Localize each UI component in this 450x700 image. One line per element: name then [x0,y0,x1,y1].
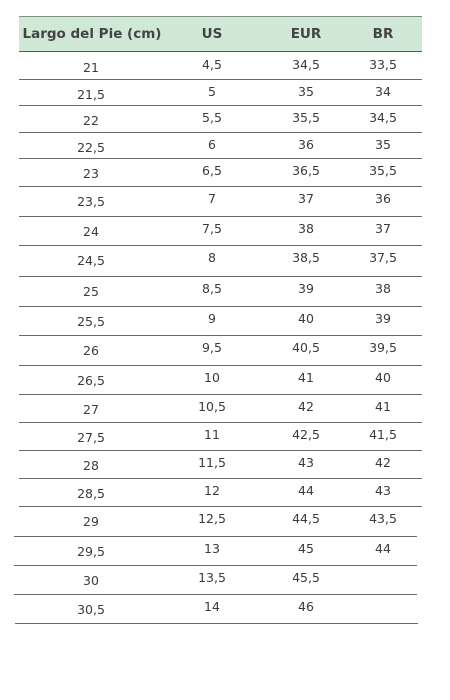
size-conversion-table [19,16,422,617]
cell-foot-length: 27 [83,402,99,417]
table-row [19,245,422,277]
table-row [19,158,422,187]
cell-br: 33,5 [369,57,397,72]
header-br: BR [372,26,394,42]
cell-eur: 45,5 [292,570,320,585]
cell-eur: 41 [298,370,314,385]
cell-eur: 45 [298,541,314,556]
cell-foot-length: 30,5 [77,602,105,617]
cell-br: 34 [375,84,391,99]
table-row [19,394,422,423]
table-row [19,79,422,106]
cell-foot-length: 22,5 [77,140,105,155]
header-us: US [201,26,223,42]
cell-br: 44 [375,541,391,556]
cell-us: 11,5 [198,455,226,470]
cell-br: 39 [375,311,391,326]
table-row [19,450,422,479]
cell-foot-length: 21,5 [77,87,105,102]
cell-br: 41 [375,399,391,414]
cell-foot-length: 28 [83,458,99,473]
cell-us: 10,5 [198,399,226,414]
table-row [19,365,422,395]
table-row [19,422,422,451]
cell-eur: 40 [298,311,314,326]
table-row [15,594,418,624]
table-row [14,536,417,566]
cell-eur: 42 [298,399,314,414]
cell-us: 9,5 [202,340,222,355]
cell-eur: 36 [298,137,314,152]
cell-eur: 38,5 [292,250,320,265]
cell-us: 13 [204,541,220,556]
table-row [19,132,422,159]
cell-eur: 42,5 [292,427,320,442]
cell-eur: 35,5 [292,110,320,125]
cell-foot-length: 24 [83,224,99,239]
cell-foot-length: 27,5 [77,430,105,445]
cell-us: 8,5 [202,281,222,296]
cell-foot-length: 22 [83,113,99,128]
table-row [19,216,422,246]
cell-eur: 37 [298,191,314,206]
cell-us: 5,5 [202,110,222,125]
cell-foot-length: 26 [83,343,99,358]
cell-us: 11 [204,427,220,442]
cell-us: 14 [204,599,220,614]
cell-foot-length: 21 [83,60,99,75]
cell-br: 39,5 [369,340,397,355]
cell-foot-length: 25 [83,284,99,299]
cell-eur: 35 [298,84,314,99]
cell-us: 12 [204,483,220,498]
table-row [19,306,422,336]
table-row [19,335,422,366]
cell-us: 10 [204,370,220,385]
cell-br: 37 [375,221,391,236]
table-row [19,105,422,133]
cell-br: 40 [375,370,391,385]
cell-us: 5 [208,84,216,99]
cell-br: 42 [375,455,391,470]
cell-us: 13,5 [198,570,226,585]
table-row [19,186,422,217]
cell-br: 41,5 [369,427,397,442]
cell-br: 37,5 [369,250,397,265]
cell-us: 7,5 [202,221,222,236]
cell-foot-length: 24,5 [77,253,105,268]
cell-br: 35,5 [369,163,397,178]
header-foot-length: Largo del Pie (cm) [22,26,162,42]
cell-eur: 34,5 [292,57,320,72]
cell-foot-length: 26,5 [77,373,105,388]
cell-foot-length: 29,5 [77,544,105,559]
cell-eur: 44 [298,483,314,498]
cell-br: 35 [375,137,391,152]
cell-eur: 46 [298,599,314,614]
cell-eur: 44,5 [292,511,320,526]
cell-br: 43 [375,483,391,498]
cell-us: 12,5 [198,511,226,526]
cell-us: 9 [208,311,216,326]
cell-br: 34,5 [369,110,397,125]
cell-us: 8 [208,250,216,265]
table-row [19,478,422,507]
cell-us: 7 [208,191,216,206]
cell-foot-length: 30 [83,573,99,588]
cell-br: 38 [375,281,391,296]
cell-eur: 40,5 [292,340,320,355]
cell-br: 36 [375,191,391,206]
cell-foot-length: 28,5 [77,486,105,501]
table-row [19,52,422,80]
cell-eur: 38 [298,221,314,236]
cell-us: 6,5 [202,163,222,178]
cell-foot-length: 23,5 [77,194,105,209]
cell-foot-length: 23 [83,166,99,181]
cell-eur: 36,5 [292,163,320,178]
table-row [14,565,417,595]
cell-eur: 43 [298,455,314,470]
table-row [14,506,417,537]
cell-eur: 39 [298,281,314,296]
header-eur: EUR [290,26,322,42]
cell-foot-length: 25,5 [77,314,105,329]
cell-us: 4,5 [202,57,222,72]
cell-br: 43,5 [369,511,397,526]
table-header-row [19,16,422,52]
cell-foot-length: 29 [83,514,99,529]
cell-us: 6 [208,137,216,152]
table-row [19,276,422,307]
